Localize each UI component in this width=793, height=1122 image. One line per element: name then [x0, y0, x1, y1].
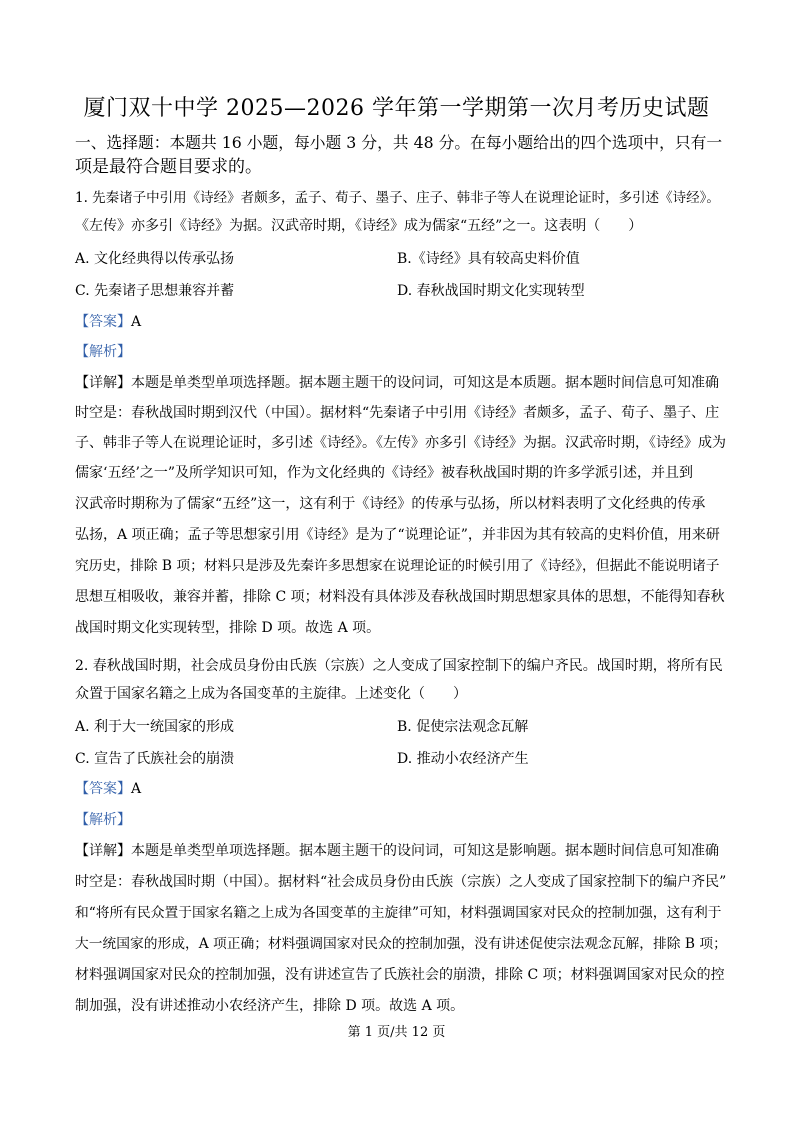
section-instructions-line-2: 项是最符合题目要求的。: [75, 157, 262, 177]
q1-stem-line-1: 1. 先秦诸子中引用《诗经》者颇多，孟子、荀子、墨子、庄子、韩非子等人在说理论证时，多引述《诗经》。: [75, 190, 720, 206]
q1-detail-line-2: 时空是：春秋战国时期到汉代（中国）。据材料“先秦诸子中引用《诗经》者颇多，孟子、荀子、墨子、庄: [75, 405, 720, 421]
q1-detail-line-8: 思想互相吸收，兼容并蓄，排除 C 项；材料没有具体涉及春秋战国时期思想家具体的思想，不能得知春秋: [75, 589, 725, 605]
q1-detail-line-1: 【详解】本题是单类型单项选择题。据本题主题干的设问词，可知这是本质题。据本题时间信息可知准确: [75, 375, 719, 391]
q1-answer-value: A: [131, 314, 142, 330]
page-number-footer: 第 1 页/共 12 页: [347, 1025, 446, 1040]
section-instructions-line-1: 一、选择题：本题共 16 小题，每小题 3 分，共 48 分。在每小题给出的四个选项中，只有一: [75, 133, 723, 152]
q1-option-d: D. 春秋战国时期文化实现转型: [397, 283, 585, 299]
q1-analysis-tag: 【解析】: [75, 344, 131, 360]
q1-option-b: B.《诗经》具有较高史料价值: [397, 251, 580, 267]
q1-detail-line-4: 儒家‘五经’之一”及所学知识可知，作为文化经典的《诗经》被春秋战国时期的许多学派引述，并且到: [75, 465, 694, 481]
q2-detail-line-5: 材料强调国家对民众的控制加强，没有讲述宣告了氏族社会的崩溃，排除 C 项；材料强调国家对民众的控: [75, 967, 725, 983]
q1-option-a: A. 文化经典得以传承弘扬: [75, 251, 235, 267]
q1-detail-line-5: 汉武帝时期称为了儒家“五经”这一，这有利于《诗经》的传承与弘扬，所以材料表明了文化经典的传承: [75, 496, 706, 512]
q1-option-c: C. 先秦诸子思想兼容并蓄: [75, 283, 235, 299]
q2-detail-line-4: 大一统国家的形成，A 项正确；材料强调国家对民众的控制加强，没有讲述促使宗法观念瓦解，排除 B 项；: [75, 936, 727, 952]
q2-answer-tag: 【答案】: [75, 781, 131, 797]
q2-detail-line-2: 时空是：春秋战国时期（中国）。据材料“社会成员身份由氏族（宗族）之人变成了国家控制下的编户齐民”: [75, 874, 727, 890]
q2-option-a: A. 利于大一统国家的形成: [75, 719, 235, 735]
q2-stem-line-1: 2. 春秋战国时期，社会成员身份由氏族（宗族）之人变成了国家控制下的编户齐民。战国时期，将所有民: [75, 658, 723, 674]
q2-analysis-tag: 【解析】: [75, 812, 131, 828]
q1-answer-tag: 【答案】: [75, 314, 131, 330]
q2-answer: [75, 779, 727, 799]
q1-detail-line-9: 战国时期文化实现转型，排除 D 项。故选 A 项。: [75, 620, 381, 636]
q1-detail-line-7: 究历史，排除 B 项；材料只是涉及先秦许多思想家在说理论证的时候引用了《诗经》，但据此不能说明诸子: [75, 558, 720, 574]
q1-answer: [75, 312, 727, 332]
q2-answer-value: A: [131, 781, 142, 797]
q2-option-b: B. 促使宗法观念瓦解: [397, 719, 529, 735]
q2-detail-line-1: 【详解】本题是单类型单项选择题。据本题主题干的设问词，可知这是影响题。据本题时间信息可知准确: [75, 843, 719, 859]
q1-detail-line-6: 弘扬，A 项正确；孟子等思想家引用《诗经》是为了“说理论证”，并非因为其有较高的史料价值，用来研: [75, 527, 720, 543]
q2-stem-line-2: 众置于国家名籍之上成为各国变革的主旋律。上述变化（ ）: [75, 686, 467, 702]
q1-detail-line-3: 子、韩非子等人在说理论证时，多引述《诗经》。《左传》亦多引《诗经》为据。汉武帝时期，《诗经》成为: [75, 435, 726, 451]
q2-option-c: C. 宣告了氏族社会的崩溃: [75, 751, 235, 767]
q2-detail-line-3: 和“将所有民众置于国家名籍之上成为各国变革的主旋律”可知，材料强调国家对民众的控制加强，这有利于: [75, 905, 722, 921]
q2-option-d: D. 推动小农经济产生: [397, 751, 529, 767]
q2-detail-line-6: 制加强，没有讲述推动小农经济产生，排除 D 项。故选 A 项。: [75, 998, 465, 1014]
q1-stem-line-2: 《左传》亦多引《诗经》为据。汉武帝时期，《诗经》成为儒家“五经”之一。这表明（ ）: [75, 218, 643, 234]
page-title: 厦门双十中学 2025—2026 学年第一学期第一次月考历史试题: [83, 96, 710, 121]
